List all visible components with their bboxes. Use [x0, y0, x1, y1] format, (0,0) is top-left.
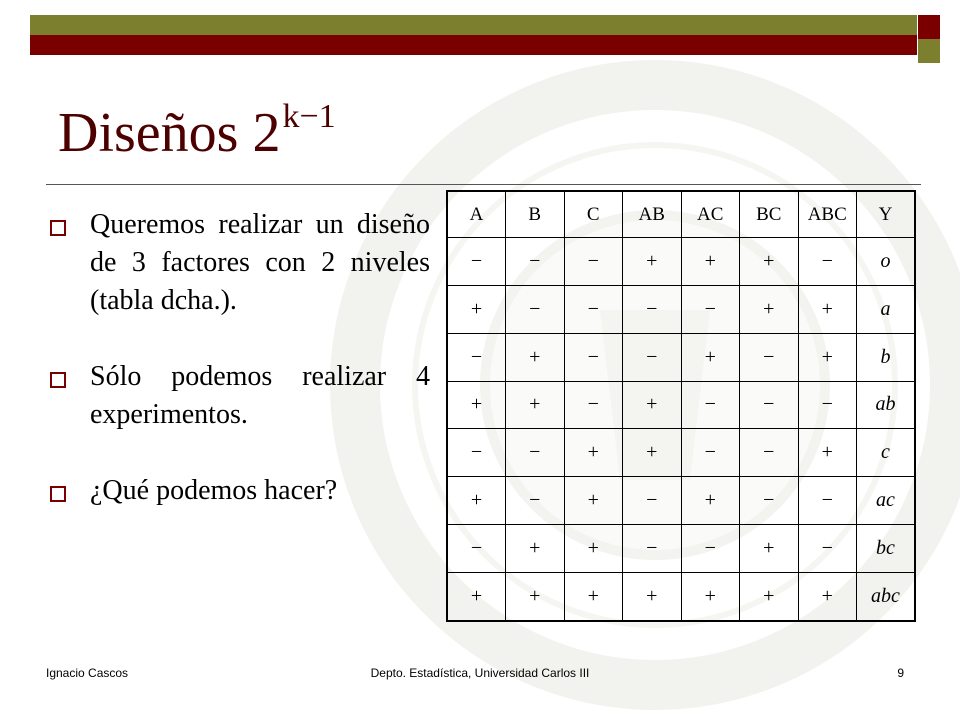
- sign-cell: −: [564, 381, 623, 429]
- sign-cell: +: [564, 572, 623, 621]
- sign-cell: +: [681, 238, 740, 286]
- bullet-text: ¿Qué podemos hacer?: [90, 475, 338, 506]
- table-row: [447, 333, 915, 381]
- sign-cell: +: [506, 524, 565, 572]
- sign-cell: −: [506, 286, 565, 334]
- header-cell: A: [447, 191, 506, 238]
- sign-cell: −: [506, 477, 565, 525]
- square-bullet-icon: [50, 220, 66, 236]
- sign-cell: −: [740, 381, 799, 429]
- response-cell: ab: [857, 381, 916, 429]
- response-cell: abc: [857, 572, 916, 621]
- sign-cell: −: [740, 429, 799, 477]
- response-cell: bc: [857, 524, 916, 572]
- bullet-text: Sólo podemos realizar 4 experimentos.: [90, 361, 430, 430]
- sign-cell: −: [506, 429, 565, 477]
- sign-cell: −: [447, 524, 506, 572]
- table-row: [447, 477, 915, 525]
- sign-cell: +: [506, 572, 565, 621]
- square-bullet-icon: [50, 372, 66, 388]
- header-cell: B: [506, 191, 565, 238]
- response-cell: o: [857, 238, 916, 286]
- sign-cell: +: [681, 477, 740, 525]
- header-cell: AC: [681, 191, 740, 238]
- sign-cell: +: [564, 524, 623, 572]
- sign-cell: −: [681, 286, 740, 334]
- footer-page-number: 9: [897, 666, 904, 680]
- olive-corner-square: [918, 39, 940, 63]
- sign-cell: +: [740, 524, 799, 572]
- sign-cell: −: [740, 477, 799, 525]
- sign-cell: +: [623, 572, 682, 621]
- slide-title: [58, 98, 336, 164]
- sign-cell: −: [740, 333, 799, 381]
- header-cell: C: [564, 191, 623, 238]
- response-cell: a: [857, 286, 916, 334]
- sign-cell: +: [447, 286, 506, 334]
- sign-cell: −: [681, 381, 740, 429]
- sign-cell: −: [681, 524, 740, 572]
- red-stripe: [30, 35, 917, 55]
- bullet-item: [46, 472, 426, 510]
- response-cell: c: [857, 429, 916, 477]
- header-cell: Y: [857, 191, 916, 238]
- sign-cell: +: [798, 286, 857, 334]
- sign-cell: −: [798, 381, 857, 429]
- sign-cell: −: [564, 333, 623, 381]
- header-cell: BC: [740, 191, 799, 238]
- sign-cell: −: [623, 286, 682, 334]
- sign-cell: +: [681, 333, 740, 381]
- sign-cell: −: [798, 477, 857, 525]
- sign-cell: +: [740, 238, 799, 286]
- table-row: [447, 429, 915, 477]
- table-row: [447, 572, 915, 621]
- sign-cell: +: [623, 238, 682, 286]
- sign-cell: +: [623, 429, 682, 477]
- sign-cell: −: [447, 429, 506, 477]
- sign-cell: +: [740, 572, 799, 621]
- square-bullet-icon: [50, 486, 66, 502]
- sign-cell: +: [506, 381, 565, 429]
- sign-cell: +: [447, 477, 506, 525]
- footer-department: Depto. Estadística, Universidad Carlos III: [370, 666, 590, 680]
- response-cell: ac: [857, 477, 916, 525]
- sign-cell: +: [798, 333, 857, 381]
- top-decoration-bar: [30, 15, 940, 63]
- sign-cell: +: [506, 333, 565, 381]
- sign-cell: −: [623, 333, 682, 381]
- sign-cell: −: [681, 429, 740, 477]
- factorial-design-table: [446, 190, 916, 622]
- sign-cell: +: [740, 286, 799, 334]
- red-corner-square: [918, 15, 940, 39]
- footer-author: Ignacio Cascos: [46, 666, 129, 680]
- sign-cell: +: [564, 477, 623, 525]
- title-divider: [46, 184, 921, 185]
- sign-cell: −: [564, 238, 623, 286]
- response-cell: b: [857, 333, 916, 381]
- table-row: [447, 238, 915, 286]
- sign-cell: −: [506, 238, 565, 286]
- table-row: [447, 524, 915, 572]
- title-text: Diseños 2: [58, 102, 281, 164]
- sign-cell: −: [447, 333, 506, 381]
- olive-stripe: [30, 15, 917, 35]
- sign-cell: +: [447, 572, 506, 621]
- sign-cell: −: [623, 477, 682, 525]
- title-superscript: k−1: [282, 98, 336, 135]
- sign-cell: +: [681, 572, 740, 621]
- sign-cell: +: [564, 429, 623, 477]
- sign-cell: +: [447, 381, 506, 429]
- table-header-row: [447, 191, 915, 238]
- header-cell: ABC: [798, 191, 857, 238]
- bullet-list: [46, 206, 430, 510]
- header-cell: AB: [623, 191, 682, 238]
- sign-cell: +: [798, 572, 857, 621]
- sign-cell: +: [798, 429, 857, 477]
- table-row: [447, 286, 915, 334]
- sign-cell: −: [798, 524, 857, 572]
- table-row: [447, 381, 915, 429]
- sign-cell: +: [623, 381, 682, 429]
- sign-cell: −: [447, 238, 506, 286]
- sign-cell: −: [623, 524, 682, 572]
- bullet-text: Queremos realizar un diseño de 3 factores con 2 niveles (tabla dcha.).: [90, 209, 430, 316]
- sign-cell: −: [798, 238, 857, 286]
- bullet-item: [46, 358, 430, 434]
- sign-cell: −: [564, 286, 623, 334]
- bullet-item: [46, 206, 430, 320]
